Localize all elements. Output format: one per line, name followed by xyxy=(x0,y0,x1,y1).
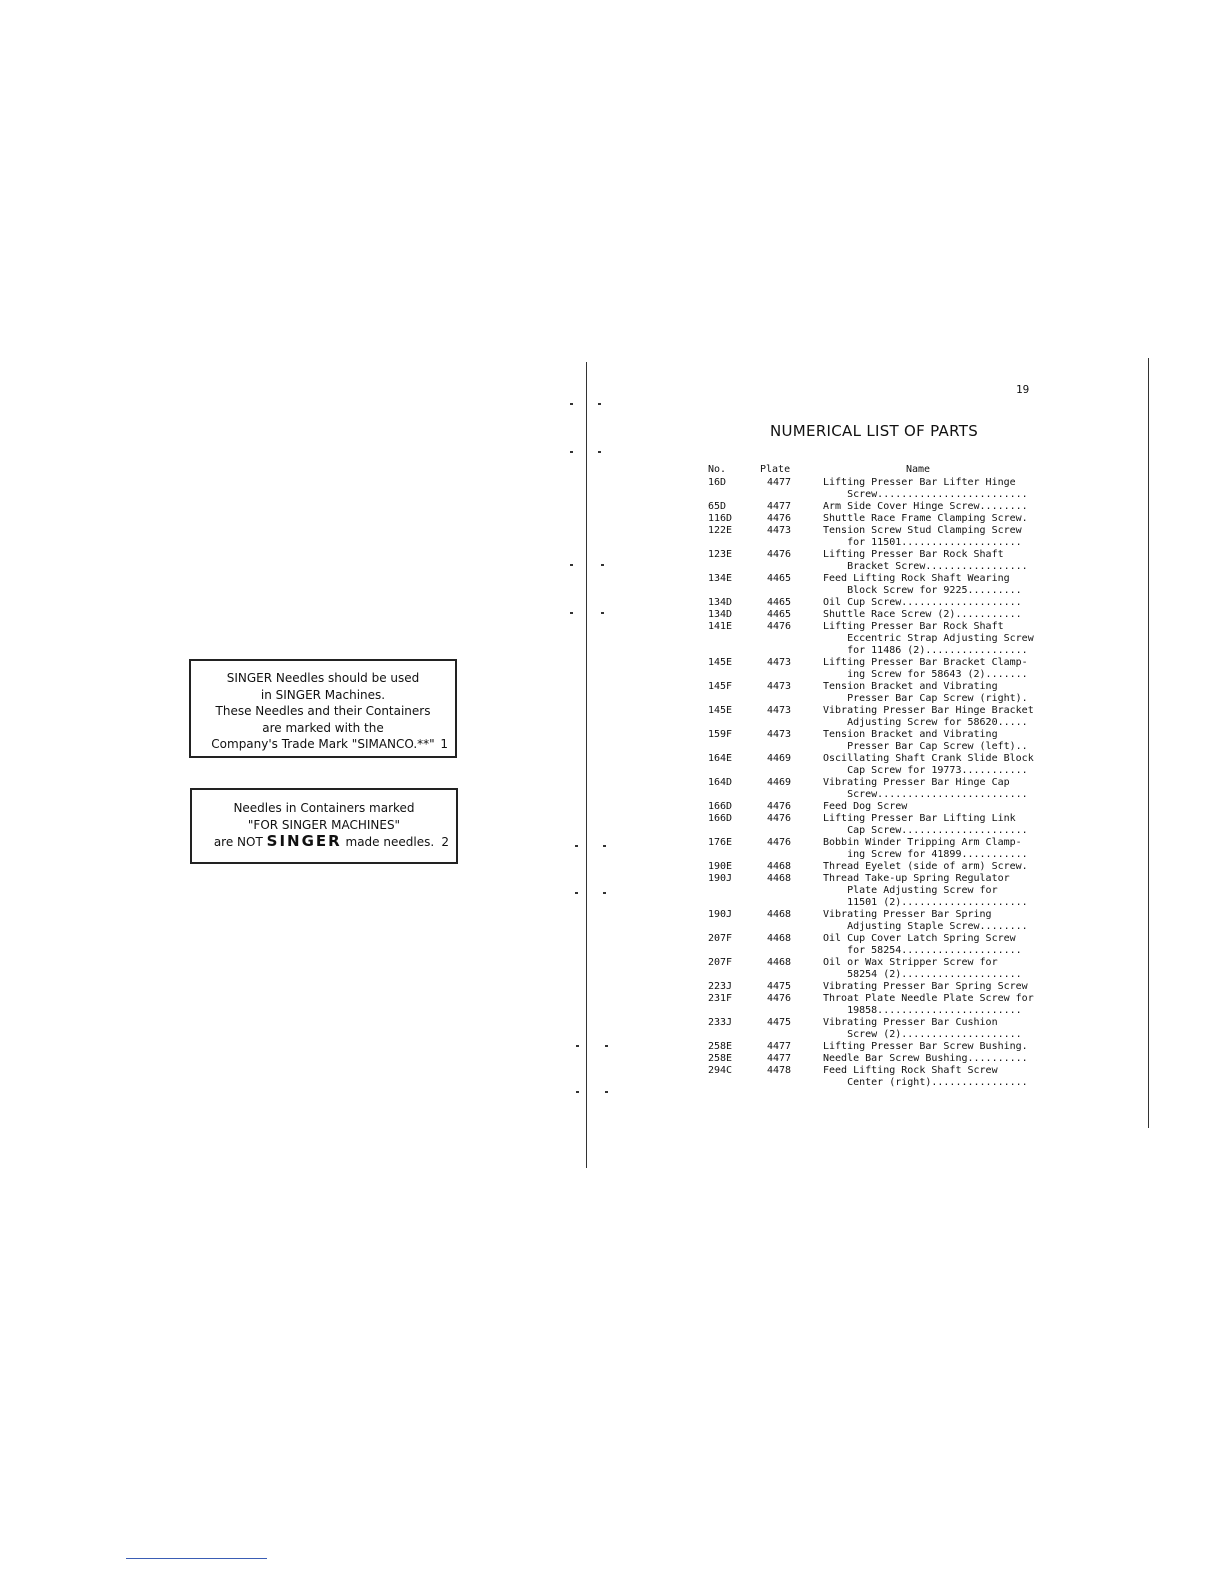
binding-mark xyxy=(570,451,573,453)
part-number: 166D xyxy=(708,813,733,824)
notice2-line3 xyxy=(192,833,456,851)
binding-mark xyxy=(570,403,573,405)
plate-number: 4468 xyxy=(767,861,792,872)
notice1-line4: are marked with the xyxy=(262,720,384,735)
page-number: 19 xyxy=(1016,383,1030,396)
plate-number: 4478 xyxy=(767,1065,792,1076)
plate-number: 4473 xyxy=(767,525,792,536)
binding-mark xyxy=(605,1091,608,1093)
parts-row xyxy=(708,993,1068,1017)
part-number: 145F xyxy=(708,681,733,692)
part-name: Feed Dog Screw xyxy=(823,801,908,812)
plate-number: 4465 xyxy=(767,597,792,608)
parts-row xyxy=(708,573,1068,597)
part-number: 141E xyxy=(708,621,733,632)
parts-row xyxy=(708,609,1068,621)
part-name: Tension Screw Stud Clamping Screw for 11501.................... xyxy=(823,525,1022,548)
notice2-line3-post: made needles. xyxy=(345,835,435,849)
part-name: Vibrating Presser Bar Cushion Screw (2).................... xyxy=(823,1017,1022,1040)
part-number: 176E xyxy=(708,837,733,848)
parts-row xyxy=(708,777,1068,801)
parts-row xyxy=(708,981,1068,993)
parts-row xyxy=(708,549,1068,573)
plate-number: 4476 xyxy=(767,837,792,848)
binding-mark xyxy=(570,612,573,614)
notice1-line5 xyxy=(191,736,455,753)
parts-row xyxy=(708,729,1068,753)
part-name: Lifting Presser Bar Screw Bushing. xyxy=(823,1041,1028,1052)
part-name: Vibrating Presser Bar Spring Screw xyxy=(823,981,1028,992)
part-name: Thread Eyelet (side of arm) Screw. xyxy=(823,861,1028,872)
part-name: Tension Bracket and Vibrating Presser Bar Cap Screw (left).. xyxy=(823,729,1028,752)
parts-row xyxy=(708,933,1068,957)
part-name: Throat Plate Needle Plate Screw for 19858........................ xyxy=(823,993,1034,1016)
part-name: Vibrating Presser Bar Spring Adjusting Staple Screw........ xyxy=(823,909,1028,932)
fold-line-right xyxy=(1148,358,1149,1128)
part-number: 166D xyxy=(708,801,733,812)
plate-number: 4469 xyxy=(767,753,792,764)
part-number: 159F xyxy=(708,729,733,740)
plate-number: 4468 xyxy=(767,909,792,920)
part-number: 207F xyxy=(708,957,733,968)
parts-row xyxy=(708,657,1068,681)
part-name: Oscillating Shaft Crank Slide Block Cap Screw for 19773........... xyxy=(823,753,1034,776)
part-name: Lifting Presser Bar Bracket Clamp- ing Screw for 58643 (2)....... xyxy=(823,657,1028,680)
parts-row xyxy=(708,957,1068,981)
column-header-no: No. xyxy=(708,464,727,475)
plate-number: 4476 xyxy=(767,513,792,524)
part-number: 145E xyxy=(708,705,733,716)
parts-row xyxy=(708,1041,1068,1053)
part-name: Arm Side Cover Hinge Screw........ xyxy=(823,501,1028,512)
plate-number: 4476 xyxy=(767,621,792,632)
page-title: NUMERICAL LIST OF PARTS xyxy=(770,422,979,440)
notice2-line2: "FOR SINGER MACHINES" xyxy=(247,817,401,832)
part-number: 65D xyxy=(708,501,727,512)
plate-number: 4465 xyxy=(767,573,792,584)
plate-number: 4473 xyxy=(767,705,792,716)
part-name: Lifting Presser Bar Rock Shaft Bracket Screw................. xyxy=(823,549,1028,572)
part-name: Feed Lifting Rock Shaft Wearing Block Screw for 9225......... xyxy=(823,573,1022,596)
part-name: Oil Cup Cover Latch Spring Screw for 58254.................... xyxy=(823,933,1022,956)
notice2-line3-pre: are NOT xyxy=(213,835,263,849)
part-number: 134E xyxy=(708,573,733,584)
part-number: 164E xyxy=(708,753,733,764)
binding-mark xyxy=(576,1045,579,1047)
part-number: 231F xyxy=(708,993,733,1004)
part-name: Needle Bar Screw Bushing.......... xyxy=(823,1053,1028,1064)
binding-mark xyxy=(601,564,604,566)
part-number: 233J xyxy=(708,1017,733,1028)
part-number: 258E xyxy=(708,1041,733,1052)
part-number: 164D xyxy=(708,777,733,788)
binding-mark xyxy=(603,892,606,894)
fold-line-center xyxy=(586,362,587,1168)
plate-number: 4468 xyxy=(767,933,792,944)
binding-mark xyxy=(598,403,601,405)
part-name: Bobbin Winder Tripping Arm Clamp- ing Screw for 41899........... xyxy=(823,837,1028,860)
binding-mark xyxy=(603,845,606,847)
parts-row xyxy=(708,873,1068,909)
part-number: 145E xyxy=(708,657,733,668)
notice1-line1: SINGER Needles should be used xyxy=(226,671,420,685)
part-number: 134D xyxy=(708,597,733,608)
part-number: 190J xyxy=(708,909,733,920)
footer-rule xyxy=(126,1558,267,1559)
plate-number: 4476 xyxy=(767,813,792,824)
notice1-number: 1 xyxy=(440,737,448,751)
notice1-line3: These Needles and their Containers xyxy=(215,704,431,718)
part-name: Feed Lifting Rock Shaft Screw Center (right)................ xyxy=(823,1065,1028,1088)
parts-row xyxy=(708,621,1068,657)
parts-row xyxy=(708,705,1068,729)
part-number: 258E xyxy=(708,1053,733,1064)
notice2-line1: Needles in Containers marked xyxy=(233,801,415,815)
parts-row xyxy=(708,801,1068,813)
notice2-number: 2 xyxy=(441,835,449,849)
plate-number: 4477 xyxy=(767,501,792,512)
part-number: 190E xyxy=(708,861,733,872)
part-name: Vibrating Presser Bar Hinge Cap Screw......................... xyxy=(823,777,1028,800)
parts-row xyxy=(708,753,1068,777)
parts-row xyxy=(708,1017,1068,1041)
plate-number: 4465 xyxy=(767,609,792,620)
containers-notice xyxy=(190,788,458,864)
plate-number: 4468 xyxy=(767,873,792,884)
plate-number: 4476 xyxy=(767,549,792,560)
part-number: 123E xyxy=(708,549,733,560)
singer-needles-notice xyxy=(189,659,457,758)
parts-row xyxy=(708,909,1068,933)
part-number: 122E xyxy=(708,525,733,536)
column-header-name: Name xyxy=(906,464,931,475)
binding-mark xyxy=(575,892,578,894)
singer-brand-text: SINGER xyxy=(266,832,342,850)
parts-row xyxy=(708,813,1068,837)
plate-number: 4468 xyxy=(767,957,792,968)
parts-row xyxy=(708,477,1068,501)
parts-row xyxy=(708,1053,1068,1065)
part-name: Oil or Wax Stripper Screw for 58254 (2).................... xyxy=(823,957,1022,980)
parts-row xyxy=(708,861,1068,873)
part-number: 16D xyxy=(708,477,727,488)
plate-number: 4473 xyxy=(767,681,792,692)
part-number: 116D xyxy=(708,513,733,524)
part-name: Lifting Presser Bar Lifter Hinge Screw......................... xyxy=(823,477,1028,500)
part-number: 190J xyxy=(708,873,733,884)
plate-number: 4473 xyxy=(767,729,792,740)
plate-number: 4476 xyxy=(767,801,792,812)
plate-number: 4477 xyxy=(767,1041,792,1052)
parts-row xyxy=(708,597,1068,609)
part-name: Lifting Presser Bar Lifting Link Cap Screw..................... xyxy=(823,813,1028,836)
part-number: 207F xyxy=(708,933,733,944)
part-name: Oil Cup Screw.................... xyxy=(823,597,1022,608)
part-name: Lifting Presser Bar Rock Shaft Eccentric Strap Adjusting Screw for 11486 (2)................. xyxy=(823,621,1034,656)
parts-row xyxy=(708,501,1068,513)
binding-mark xyxy=(575,845,578,847)
parts-row xyxy=(708,681,1068,705)
plate-number: 4477 xyxy=(767,477,792,488)
plate-number: 4477 xyxy=(767,1053,792,1064)
part-name: Vibrating Presser Bar Hinge Bracket Adjusting Screw for 58620..... xyxy=(823,705,1034,728)
plate-number: 4473 xyxy=(767,657,792,668)
part-number: 134D xyxy=(708,609,733,620)
notice1-line5-text: Company's Trade Mark "SIMANCO.**" xyxy=(211,737,435,751)
parts-row xyxy=(708,525,1068,549)
part-name: Shuttle Race Frame Clamping Screw. xyxy=(823,513,1028,524)
binding-mark xyxy=(601,612,604,614)
plate-number: 4476 xyxy=(767,993,792,1004)
part-name: Shuttle Race Screw (2)........... xyxy=(823,609,1022,620)
plate-number: 4475 xyxy=(767,981,792,992)
plate-number: 4469 xyxy=(767,777,792,788)
plate-number: 4475 xyxy=(767,1017,792,1028)
part-number: 294C xyxy=(708,1065,733,1076)
binding-mark xyxy=(570,564,573,566)
part-name: Tension Bracket and Vibrating Presser Bar Cap Screw (right). xyxy=(823,681,1028,704)
column-header-plate: Plate xyxy=(760,464,791,475)
parts-row xyxy=(708,513,1068,525)
part-name: Thread Take-up Spring Regulator Plate Adjusting Screw for 11501 (2)..................... xyxy=(823,873,1028,908)
parts-row xyxy=(708,1065,1068,1089)
binding-mark xyxy=(598,451,601,453)
binding-mark xyxy=(605,1045,608,1047)
parts-row xyxy=(708,837,1068,861)
binding-mark xyxy=(576,1091,579,1093)
notice1-line2: in SINGER Machines. xyxy=(260,687,386,702)
part-number: 223J xyxy=(708,981,733,992)
